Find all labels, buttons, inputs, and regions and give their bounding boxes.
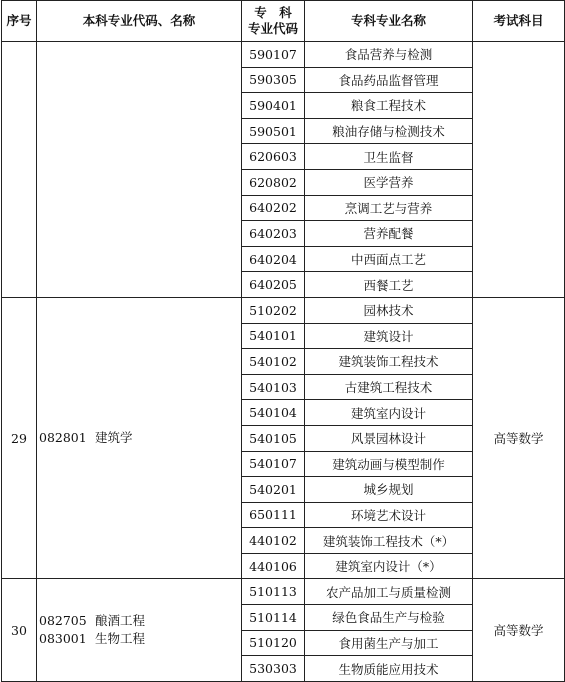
specialty-name: 营养配餐	[305, 221, 473, 247]
header-name: 专科专业名称	[305, 1, 473, 42]
specialty-code: 510120	[242, 630, 305, 656]
specialty-name: 农产品加工与质量检测	[305, 579, 473, 605]
specialty-code: 590501	[242, 118, 305, 144]
specialty-name: 建筑动画与模型制作	[305, 451, 473, 477]
specialty-code: 590305	[242, 67, 305, 93]
header-index: 序号	[2, 1, 37, 42]
row-index: 29	[2, 297, 37, 579]
specialty-name: 建筑装饰工程技术（*）	[305, 528, 473, 554]
header-code	[242, 1, 305, 42]
exam-subject: 高等数学	[473, 579, 565, 681]
specialty-code: 540107	[242, 451, 305, 477]
bachelor-major-cell	[37, 42, 242, 298]
bachelor-major-code: 082705	[39, 613, 87, 629]
header-code-line1: 专 科	[254, 5, 292, 20]
specialty-name: 建筑室内设计	[305, 400, 473, 426]
specialty-name: 食品药品监督管理	[305, 67, 473, 93]
header-exam: 考试科目	[473, 1, 565, 42]
specialty-name: 食用菌生产与加工	[305, 630, 473, 656]
specialty-code: 590401	[242, 93, 305, 119]
specialty-name: 中西面点工艺	[305, 246, 473, 272]
specialty-name: 风景园林设计	[305, 425, 473, 451]
specialty-code: 540102	[242, 349, 305, 375]
specialty-name: 西餐工艺	[305, 272, 473, 298]
specialty-code: 540201	[242, 477, 305, 503]
specialty-name: 粮油存储与检测技术	[305, 118, 473, 144]
bachelor-major-name: 酿酒工程	[95, 613, 146, 629]
bachelor-major	[39, 429, 241, 447]
specialty-code: 640202	[242, 195, 305, 221]
exam-subject: 高等数学	[473, 297, 565, 579]
bachelor-major	[39, 612, 241, 630]
specialty-code: 650111	[242, 502, 305, 528]
specialty-name: 卫生监督	[305, 144, 473, 170]
header-code-line2: 专业代码	[247, 21, 298, 36]
table-row	[2, 297, 565, 323]
specialty-name: 城乡规划	[305, 477, 473, 503]
bachelor-major-code: 083001	[39, 631, 87, 647]
specialty-name: 古建筑工程技术	[305, 374, 473, 400]
bachelor-major	[39, 630, 241, 648]
specialty-name: 烹调工艺与营养	[305, 195, 473, 221]
specialty-code: 640204	[242, 246, 305, 272]
specialty-code: 530303	[242, 656, 305, 682]
specialty-name: 生物质能应用技术	[305, 656, 473, 682]
row-index	[2, 42, 37, 298]
bachelor-major-name: 建筑学	[95, 430, 133, 446]
row-index: 30	[2, 579, 37, 681]
specialty-code: 540105	[242, 425, 305, 451]
bachelor-major-cell	[37, 579, 242, 681]
specialty-name: 医学营养	[305, 169, 473, 195]
table-row	[2, 42, 565, 68]
specialty-name: 园林技术	[305, 297, 473, 323]
specialty-name: 环境艺术设计	[305, 502, 473, 528]
specialty-code: 620802	[242, 169, 305, 195]
specialty-name: 绿色食品生产与检验	[305, 605, 473, 631]
specialty-code: 640203	[242, 221, 305, 247]
major-table	[1, 0, 565, 682]
specialty-name: 粮食工程技术	[305, 93, 473, 119]
specialty-code: 440106	[242, 553, 305, 579]
specialty-name: 建筑设计	[305, 323, 473, 349]
specialty-code: 640205	[242, 272, 305, 298]
specialty-name: 建筑室内设计（*）	[305, 553, 473, 579]
table-header-row	[2, 1, 565, 42]
specialty-code: 510202	[242, 297, 305, 323]
specialty-code: 510114	[242, 605, 305, 631]
specialty-code: 510113	[242, 579, 305, 605]
exam-subject	[473, 42, 565, 298]
bachelor-major-name: 生物工程	[95, 631, 146, 647]
header-bachelor-major: 本科专业代码、名称	[37, 1, 242, 42]
specialty-code: 620603	[242, 144, 305, 170]
bachelor-major-code: 082801	[39, 430, 87, 446]
table-row	[2, 579, 565, 605]
specialty-code: 540101	[242, 323, 305, 349]
specialty-code: 540103	[242, 374, 305, 400]
specialty-code: 440102	[242, 528, 305, 554]
specialty-code: 590107	[242, 42, 305, 68]
specialty-name: 食品营养与检测	[305, 42, 473, 68]
table-body	[2, 42, 565, 682]
bachelor-major-cell	[37, 297, 242, 579]
specialty-code: 540104	[242, 400, 305, 426]
specialty-name: 建筑装饰工程技术	[305, 349, 473, 375]
